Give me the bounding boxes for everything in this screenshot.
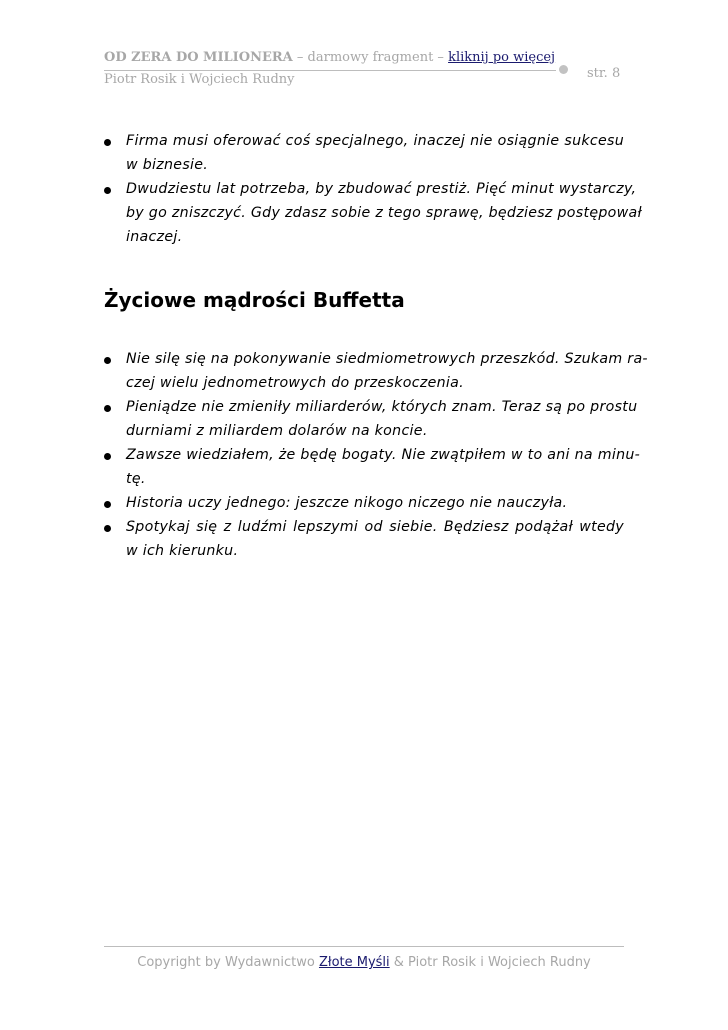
bullet-icon	[104, 187, 111, 194]
list-item	[104, 347, 648, 395]
header-separator: – darmowy fragment –	[292, 50, 449, 65]
header-line	[104, 50, 555, 65]
list-item	[104, 491, 624, 515]
quote-list-1	[104, 129, 642, 249]
list-item-text: Firma musi oferować coś specjalnego, inaczej nie osiągnie sukcesu	[126, 133, 624, 149]
quote-list-2	[104, 347, 648, 563]
list-item-text: czej wielu jednometrowych do przeskoczenia.	[126, 375, 464, 391]
list-item	[104, 443, 641, 491]
list-item-text: durniami z miliardem dolarów na koncie.	[126, 423, 428, 439]
list-item	[104, 515, 624, 563]
publisher-link[interactable]: Złote Myśli	[318, 955, 390, 970]
page-header	[104, 50, 624, 90]
header-authors: Piotr Rosik i Wojciech Rudny	[104, 72, 295, 87]
list-item-text: Dwudziestu lat potrzeba, by zbudować prestiż. Pięć minut wystarczy,	[126, 181, 637, 197]
bullet-icon	[104, 357, 111, 364]
list-item-text: tę.	[126, 471, 146, 487]
footer-suffix: & Piotr Rosik i Wojciech Rudny	[389, 955, 591, 970]
bullet-icon	[104, 405, 111, 412]
footer-prefix: Copyright by Wydawnictwo	[137, 955, 319, 970]
book-title: OD ZERA DO MILIONERA	[104, 50, 293, 65]
list-item-text: inaczej.	[126, 229, 183, 245]
list-item-text: Nie silę się na pokonywanie siedmiometrowych przeszkód. Szukam ra-	[126, 351, 648, 367]
list-item-text: Spotykaj się z ludźmi lepszymi od siebie. Będziesz podążał wtedy	[126, 519, 624, 535]
list-item-text: by go zniszczyć. Gdy zdasz sobie z tego sprawę, będziesz postępował	[126, 205, 642, 221]
list-item-text: Pieniądze nie zmieniły miliarderów, których znam. Teraz są po prostu	[126, 399, 638, 415]
page-number: str. 8	[587, 66, 621, 81]
list-item-text: Zawsze wiedziałem, że będę bogaty. Nie zwątpiłem w to ani na minu-	[126, 447, 641, 463]
list-item	[104, 395, 638, 443]
footer-divider	[104, 946, 624, 947]
list-item-text: w biznesie.	[126, 157, 209, 173]
bullet-icon	[104, 501, 111, 508]
list-item	[104, 129, 624, 177]
section-title: Życiowe mądrości Buffetta	[104, 288, 405, 312]
bullet-icon	[104, 139, 111, 146]
bullet-icon	[104, 453, 111, 460]
list-item-text: w ich kierunku.	[126, 543, 239, 559]
bullet-icon	[104, 525, 111, 532]
list-item	[104, 177, 642, 249]
header-divider	[104, 70, 556, 71]
header-dot-icon	[559, 65, 568, 74]
page-footer	[0, 955, 728, 970]
list-item-text: Historia uczy jednego: jeszcze nikogo niczego nie nauczyła.	[126, 495, 568, 511]
more-link[interactable]: kliknij po więcej	[448, 50, 556, 65]
